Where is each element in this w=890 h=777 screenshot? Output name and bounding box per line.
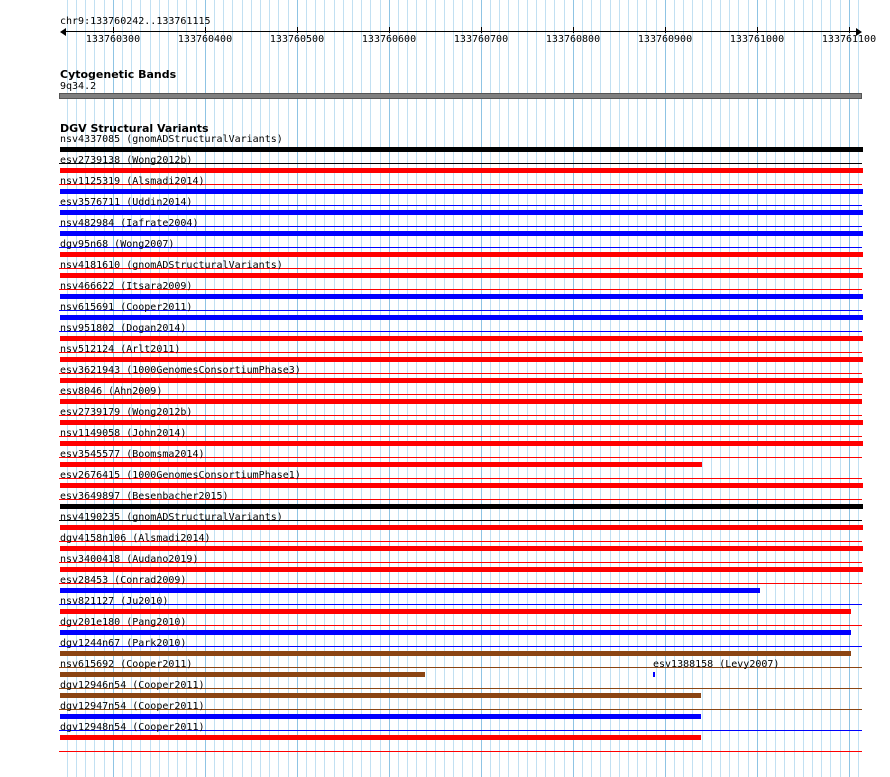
- variant-bar[interactable]: [60, 357, 863, 362]
- row-separator: [59, 247, 862, 248]
- variant-bar[interactable]: [60, 252, 863, 257]
- variant-bar[interactable]: [60, 189, 863, 194]
- ruler-left-arrow: [60, 28, 66, 36]
- ruler-line: [62, 31, 860, 32]
- variant-label[interactable]: dgv12946n54 (Cooper2011): [60, 680, 205, 691]
- variant-bar[interactable]: [60, 525, 863, 530]
- variant-label[interactable]: nsv466622 (Itsara2009): [60, 281, 193, 292]
- ruler-tick-label: 133760800: [545, 34, 601, 45]
- variant-label[interactable]: nsv3400418 (Audano2019): [60, 554, 199, 565]
- ruler-tick-label: 133760500: [269, 34, 325, 45]
- ruler-tick-label: 133760300: [85, 34, 141, 45]
- variant-bar[interactable]: [60, 567, 863, 572]
- variant-label[interactable]: nsv821127 (Ju2010): [60, 596, 169, 607]
- ruler-tick: [573, 27, 574, 33]
- variant-label[interactable]: nsv4190235 (gnomADStructuralVariants): [60, 512, 283, 523]
- ruler-tick: [849, 27, 850, 33]
- variant-bar[interactable]: [60, 231, 863, 236]
- row-separator: [59, 394, 862, 395]
- variant-bar[interactable]: [60, 273, 863, 278]
- variant-bar[interactable]: [60, 210, 863, 215]
- variant-label[interactable]: esv2739179 (Wong2012b): [60, 407, 193, 418]
- variant-bar[interactable]: [60, 462, 702, 467]
- variant-label[interactable]: esv3621943 (1000GenomesConsortiumPhase3): [60, 365, 301, 376]
- variant-bar[interactable]: [60, 399, 862, 404]
- variant-label[interactable]: esv2676415 (1000GenomesConsortiumPhase1): [60, 470, 301, 481]
- variant-label[interactable]: esv3576711 (Uddin2014): [60, 197, 193, 208]
- variant-label[interactable]: esv2739138 (Wong2012b): [60, 155, 193, 166]
- ruler-tick-label: 133760600: [361, 34, 417, 45]
- variant-bar[interactable]: [60, 441, 863, 446]
- coordinate-ruler[interactable]: [0, 0, 890, 50]
- variant-label[interactable]: dgv1244n67 (Park2010): [60, 638, 187, 649]
- variant-bar[interactable]: [60, 714, 701, 719]
- variant-bar[interactable]: [60, 294, 863, 299]
- variant-label[interactable]: dgv12948n54 (Cooper2011): [60, 722, 205, 733]
- variant-bar[interactable]: [60, 336, 863, 341]
- location-label: chr9:133760242..133761115: [60, 16, 211, 27]
- variant-bar[interactable]: [60, 420, 863, 425]
- ruler-tick: [481, 27, 482, 33]
- variant-bar[interactable]: [60, 378, 863, 383]
- variant-label[interactable]: nsv951802 (Dogan2014): [60, 323, 187, 334]
- ruler-tick: [205, 27, 206, 33]
- variant-label[interactable]: esv3649897 (Besenbacher2015): [60, 491, 229, 502]
- cytoband-track-title: Cytogenetic Bands: [60, 68, 177, 81]
- variant-label[interactable]: esv8046 (Ahn2009): [60, 386, 163, 397]
- row-separator: [59, 751, 862, 752]
- variant-label[interactable]: esv3545577 (Boomsma2014): [60, 449, 205, 460]
- variant-label[interactable]: nsv512124 (Arlt2011): [60, 344, 181, 355]
- variant-label[interactable]: dgv12947n54 (Cooper2011): [60, 701, 205, 712]
- variant-label[interactable]: dgv95n68 (Wong2007): [60, 239, 175, 250]
- variant-bar[interactable]: [60, 609, 851, 614]
- variant-bar[interactable]: [60, 693, 701, 698]
- variant-bar[interactable]: [60, 672, 425, 677]
- ruler-tick: [757, 27, 758, 33]
- variant-bar[interactable]: [60, 735, 701, 740]
- variant-bar[interactable]: [60, 168, 863, 173]
- ruler-tick: [665, 27, 666, 33]
- variant-bar[interactable]: [60, 315, 863, 320]
- variant-label[interactable]: esv28453 (Conrad2009): [60, 575, 187, 586]
- cytoband-label[interactable]: 9q34.2: [60, 81, 97, 92]
- variant-label[interactable]: nsv4337085 (gnomADStructuralVariants): [60, 134, 283, 145]
- variant-label[interactable]: nsv482984 (Iafrate2004): [60, 218, 199, 229]
- ruler-tick-label: 133760700: [453, 34, 509, 45]
- variant-bar[interactable]: [60, 588, 760, 593]
- variant-bar[interactable]: [60, 504, 863, 509]
- row-separator: [59, 604, 862, 605]
- ruler-tick-label: 133760400: [177, 34, 233, 45]
- ruler-tick: [389, 27, 390, 33]
- variant-bar[interactable]: [60, 651, 851, 656]
- ruler-tick-label: 133761000: [729, 34, 785, 45]
- variant-label[interactable]: nsv4181610 (gnomADStructuralVariants): [60, 260, 283, 271]
- ruler-tick: [297, 27, 298, 33]
- cytoband-bar[interactable]: [59, 93, 862, 99]
- variant-label[interactable]: nsv1125319 (Alsmadi2014): [60, 176, 205, 187]
- variant-bar[interactable]: [60, 147, 863, 152]
- variant-label[interactable]: dgv4158n106 (Alsmadi2014): [60, 533, 211, 544]
- dgv-track-title: DGV Structural Variants: [60, 122, 209, 135]
- ruler-tick-label: 133760900: [637, 34, 693, 45]
- variant-label[interactable]: nsv615691 (Cooper2011): [60, 302, 193, 313]
- ruler-tick: [113, 27, 114, 33]
- variant-bar[interactable]: [60, 630, 851, 635]
- variant-bar[interactable]: [60, 546, 863, 551]
- variant-label[interactable]: nsv1149058 (John2014): [60, 428, 187, 439]
- ruler-tick-label: 133761100: [821, 34, 877, 45]
- variant-bar[interactable]: [60, 483, 863, 488]
- variant-bar[interactable]: [653, 672, 655, 677]
- variant-label[interactable]: dgv201e180 (Pang2010): [60, 617, 187, 628]
- variant-label[interactable]: nsv615692 (Cooper2011): [60, 659, 193, 670]
- variant-label[interactable]: esv1388158 (Levy2007): [653, 659, 780, 670]
